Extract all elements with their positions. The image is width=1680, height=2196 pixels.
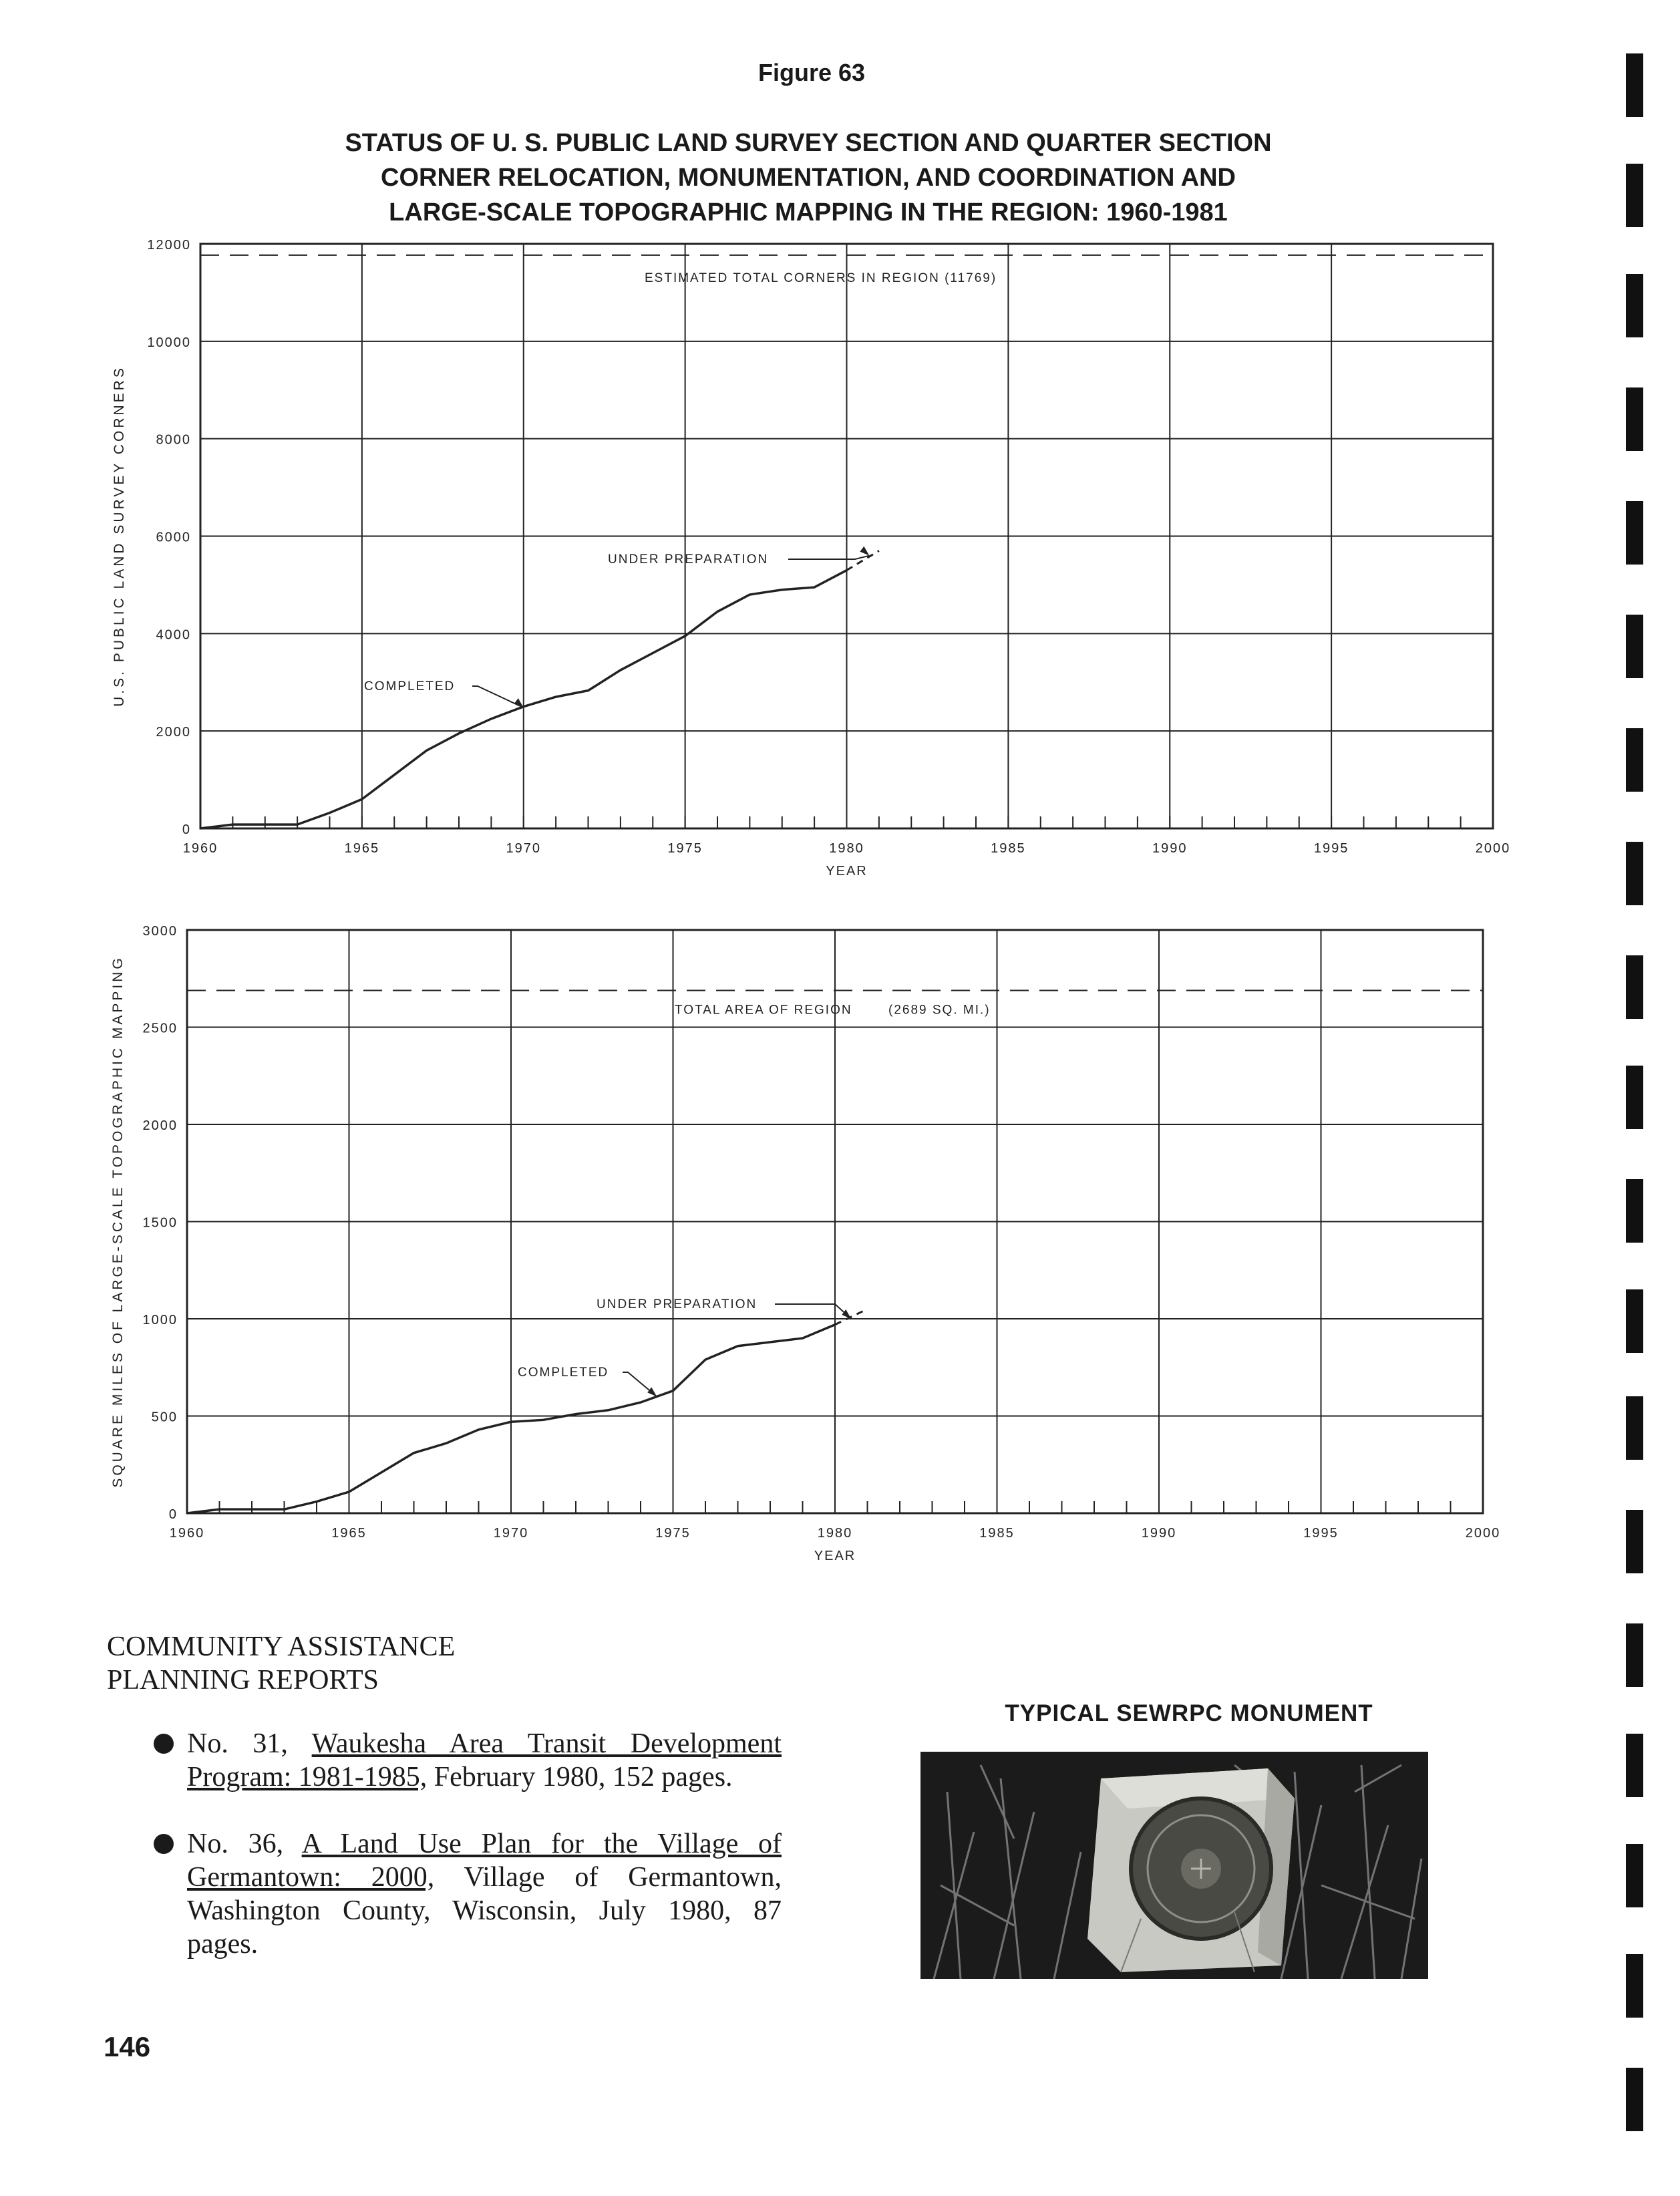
x-axis-title: YEAR bbox=[814, 1549, 856, 1563]
binding-tab bbox=[1626, 842, 1643, 905]
x-tick-label: 1975 bbox=[667, 841, 703, 856]
binding-tab bbox=[1626, 1623, 1643, 1687]
binding-tab bbox=[1626, 728, 1643, 792]
monument-photo bbox=[920, 1752, 1428, 1979]
reference-line-label: ESTIMATED TOTAL CORNERS IN REGION (11769) bbox=[645, 271, 997, 285]
y-axis-title: SQUARE MILES OF LARGE-SCALE TOPOGRAPHIC MAPPING bbox=[110, 955, 126, 1488]
bullet-icon bbox=[154, 1834, 174, 1854]
x-tick-label: 1985 bbox=[991, 841, 1026, 856]
binding-tab bbox=[1626, 274, 1643, 337]
x-tick-label: 1975 bbox=[655, 1526, 691, 1541]
reference-line-label-extra: (2689 SQ. MI.) bbox=[888, 1003, 991, 1017]
binding-tab bbox=[1626, 164, 1643, 227]
binding-tab bbox=[1626, 53, 1643, 117]
x-tick-label: 1995 bbox=[1303, 1526, 1339, 1541]
community-heading bbox=[107, 1630, 455, 1697]
y-tick-label: 500 bbox=[151, 1410, 178, 1425]
x-tick-label: 1980 bbox=[817, 1526, 853, 1541]
x-tick-label: 2000 bbox=[1465, 1526, 1501, 1541]
report-details: February 1980, 152 pages. bbox=[434, 1762, 733, 1792]
y-tick-label: 4000 bbox=[156, 627, 191, 643]
community-heading-line: PLANNING REPORTS bbox=[107, 1665, 379, 1696]
binding-tab bbox=[1626, 1844, 1643, 1907]
figure-label: Figure 63 bbox=[758, 59, 866, 86]
report-details: Village of Germantown, Washington County, Wisconsin, July 1980, 87 pages. bbox=[187, 1862, 782, 1959]
y-axis-title: U.S. PUBLIC LAND SURVEY CORNERS bbox=[112, 365, 127, 707]
x-tick-label: 1960 bbox=[182, 841, 218, 856]
x-tick-label: 1990 bbox=[1141, 1526, 1177, 1541]
binding-tab bbox=[1626, 955, 1643, 1019]
y-tick-label: 1000 bbox=[142, 1313, 178, 1327]
binding-tab bbox=[1626, 501, 1643, 565]
x-tick-label: 1970 bbox=[493, 1526, 529, 1541]
y-tick-label: 6000 bbox=[156, 530, 191, 545]
x-tick-label: 1995 bbox=[1313, 841, 1349, 856]
figure-title-line: STATUS OF U. S. PUBLIC LAND SURVEY SECTION AND QUARTER SECTION bbox=[345, 129, 1272, 157]
report-list bbox=[154, 1727, 782, 1994]
report-title: Waukesha Area Transit Development Program: 1981-1985, bbox=[187, 1728, 782, 1792]
binding-tab bbox=[1626, 1954, 1643, 2018]
monument-photo-image bbox=[920, 1752, 1428, 1979]
community-heading-line: COMMUNITY ASSISTANCE bbox=[107, 1631, 456, 1662]
y-tick-label: 3000 bbox=[142, 924, 178, 939]
figure-title-line: LARGE-SCALE TOPOGRAPHIC MAPPING IN THE REGION: 1960-1981 bbox=[389, 198, 1228, 226]
x-tick-label: 1980 bbox=[829, 841, 864, 856]
annotation-arrowhead bbox=[647, 1387, 657, 1396]
y-tick-label: 2000 bbox=[156, 725, 191, 740]
binding-tab bbox=[1626, 1066, 1643, 1129]
page-number: 146 bbox=[104, 2031, 151, 2062]
under-preparation-line bbox=[835, 1309, 868, 1324]
y-tick-label: 2500 bbox=[142, 1021, 178, 1036]
y-tick-label: 10000 bbox=[147, 335, 191, 350]
report-title: A Land Use Plan for the Village of Germantown: 2000, bbox=[187, 1829, 782, 1893]
x-tick-label: 2000 bbox=[1475, 841, 1511, 856]
report-item bbox=[154, 1827, 782, 1961]
photo-title: TYPICAL SEWRPC MONUMENT bbox=[1005, 1700, 1373, 1726]
x-tick-label: 1965 bbox=[331, 1526, 367, 1541]
x-tick-label: 1970 bbox=[506, 841, 541, 856]
binding-tab bbox=[1626, 1179, 1643, 1243]
annotation-leader bbox=[775, 1304, 851, 1319]
binding-tab bbox=[1626, 1396, 1643, 1460]
binding-tab bbox=[1626, 1510, 1643, 1573]
binding-tab bbox=[1626, 2068, 1643, 2131]
x-tick-label: 1960 bbox=[169, 1526, 205, 1541]
annotation-label: COMPLETED bbox=[364, 679, 456, 693]
binding-tab bbox=[1626, 1734, 1643, 1797]
report-item bbox=[154, 1727, 782, 1794]
annotation-label: UNDER PREPARATION bbox=[597, 1297, 758, 1311]
y-tick-label: 0 bbox=[168, 1507, 178, 1522]
x-axis-title: YEAR bbox=[826, 864, 868, 879]
figure-title-line: CORNER RELOCATION, MONUMENTATION, AND COORDINATION AND bbox=[381, 164, 1236, 192]
binding-tab bbox=[1626, 615, 1643, 678]
annotation-label: COMPLETED bbox=[518, 1366, 609, 1380]
x-tick-label: 1990 bbox=[1152, 841, 1188, 856]
reference-line-label: TOTAL AREA OF REGION bbox=[675, 1003, 852, 1017]
y-tick-label: 0 bbox=[182, 822, 191, 837]
binding-tab bbox=[1626, 1289, 1643, 1353]
x-tick-label: 1985 bbox=[979, 1526, 1015, 1541]
annotation-label: UNDER PREPARATION bbox=[608, 553, 769, 567]
bullet-icon bbox=[154, 1734, 174, 1754]
y-tick-label: 1500 bbox=[142, 1215, 178, 1231]
report-number: No. 36, bbox=[187, 1829, 284, 1859]
binding-tab bbox=[1626, 387, 1643, 451]
y-tick-label: 2000 bbox=[142, 1118, 178, 1133]
x-tick-label: 1965 bbox=[344, 841, 380, 856]
report-number: No. 31, bbox=[187, 1728, 288, 1759]
y-tick-label: 8000 bbox=[156, 432, 191, 448]
y-tick-label: 12000 bbox=[147, 238, 191, 253]
